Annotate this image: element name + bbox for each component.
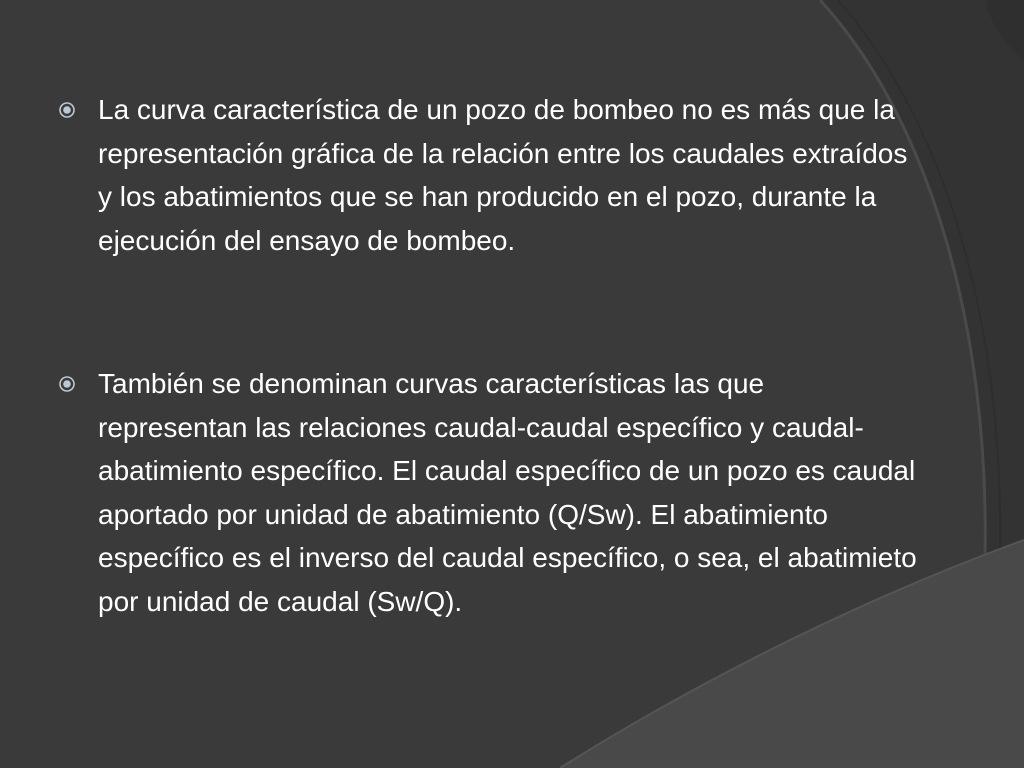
bullet-text: También se denominan curvas características las que representan las relaciones caudal-caudal específico y caudal-abatimiento específico. El caudal específico de un pozo es caudal aportado por unidad de abatimiento (Q/Sw). El abatimiento específico es el inverso del caudal específico, o sea, el abatimieto por unidad de caudal (Sw/Q). <box>98 368 917 617</box>
circle-bullet-icon <box>58 101 76 119</box>
circle-bullet-icon <box>58 375 76 393</box>
bullet-text: La curva característica de un pozo de bombeo no es más que la representación gráfica de la relación entre los caudales extraídos y los abatimientos que se han producido en el pozo, durante la ejecución del ensayo de bombeo. <box>98 94 908 256</box>
bullet-item <box>58 362 918 623</box>
bullet-item <box>58 88 918 262</box>
slide-content <box>58 88 918 623</box>
